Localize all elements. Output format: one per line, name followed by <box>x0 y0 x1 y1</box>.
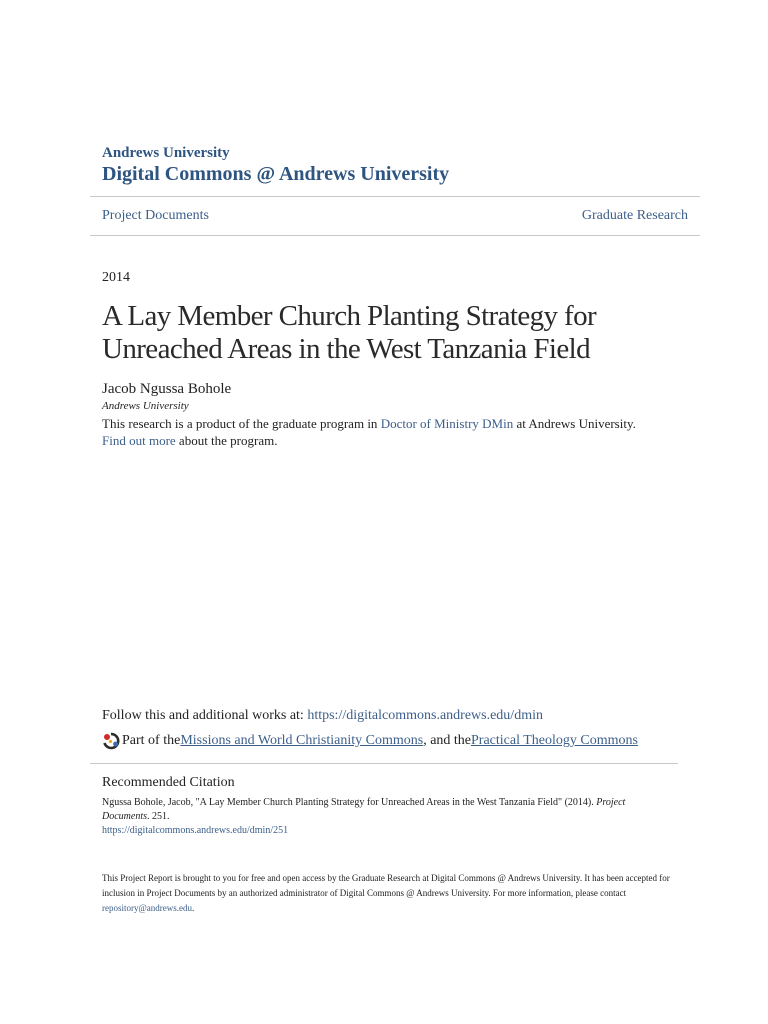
citation-url-link[interactable]: https://digitalcommons.andrews.edu/dmin/251 <box>102 825 289 836</box>
document-title: A Lay Member Church Planting Strategy for Unreached Areas in the West Tanzania Field <box>102 300 597 365</box>
access-note <box>102 871 672 916</box>
part-of-line <box>102 732 638 750</box>
citation-series: Project Documents <box>102 797 626 822</box>
contact-email-link[interactable]: repository@andrews.edu <box>102 903 193 913</box>
navigation-bar <box>90 196 700 236</box>
follow-line <box>102 708 543 724</box>
program-text-before: This research is a product of the graduate program in <box>102 416 381 431</box>
find-out-more-link[interactable]: Find out more <box>102 433 176 448</box>
publication-year: 2014 <box>102 270 130 285</box>
citation-body <box>102 796 662 838</box>
program-text-middle: at Andrews University. <box>513 416 636 431</box>
program-text-after: about the program. <box>175 433 278 448</box>
part-of-middle: , and the <box>423 733 472 748</box>
part-of-label: Part of the <box>122 733 181 748</box>
practical-theology-link[interactable]: Practical Theology Commons <box>471 733 638 748</box>
citation-heading: Recommended Citation <box>102 775 235 790</box>
citation-divider <box>90 763 678 764</box>
author-name: Jacob Ngussa Bohole <box>102 381 232 397</box>
nav-graduate-research[interactable]: Graduate Research <box>581 208 688 223</box>
program-link[interactable]: Doctor of Ministry DMin <box>380 416 514 431</box>
follow-label: Follow this and additional works at: <box>102 708 308 723</box>
program-statement <box>102 415 662 449</box>
network-icon <box>102 732 120 750</box>
access-end: . <box>192 903 195 913</box>
repository-header <box>102 144 702 186</box>
citation-number: . 251. <box>147 811 170 822</box>
collection-url-link[interactable]: https://digitalcommons.andrews.edu/dmin <box>307 708 543 723</box>
repository-name[interactable]: Digital Commons @ Andrews University <box>102 163 450 185</box>
missions-commons-link[interactable]: Missions and World Christianity Commons <box>180 733 424 748</box>
institution-name[interactable]: Andrews University <box>102 145 230 161</box>
author-affiliation: Andrews University <box>102 400 189 412</box>
nav-project-documents[interactable]: Project Documents <box>102 208 209 223</box>
access-text: This Project Report is brought to you for free and open access by the Graduate Research at Digital Commons @ Andrews University. It has been accepted for inclusion in Project Documents by an authorized administrator of Digital Commons @ Andrews University. For more information, please contact <box>102 873 670 898</box>
citation-text: Ngussa Bohole, Jacob, "A Lay Member Church Planting Strategy for Unreached Areas in the West Tanzania Field" (2014). <box>102 797 597 808</box>
